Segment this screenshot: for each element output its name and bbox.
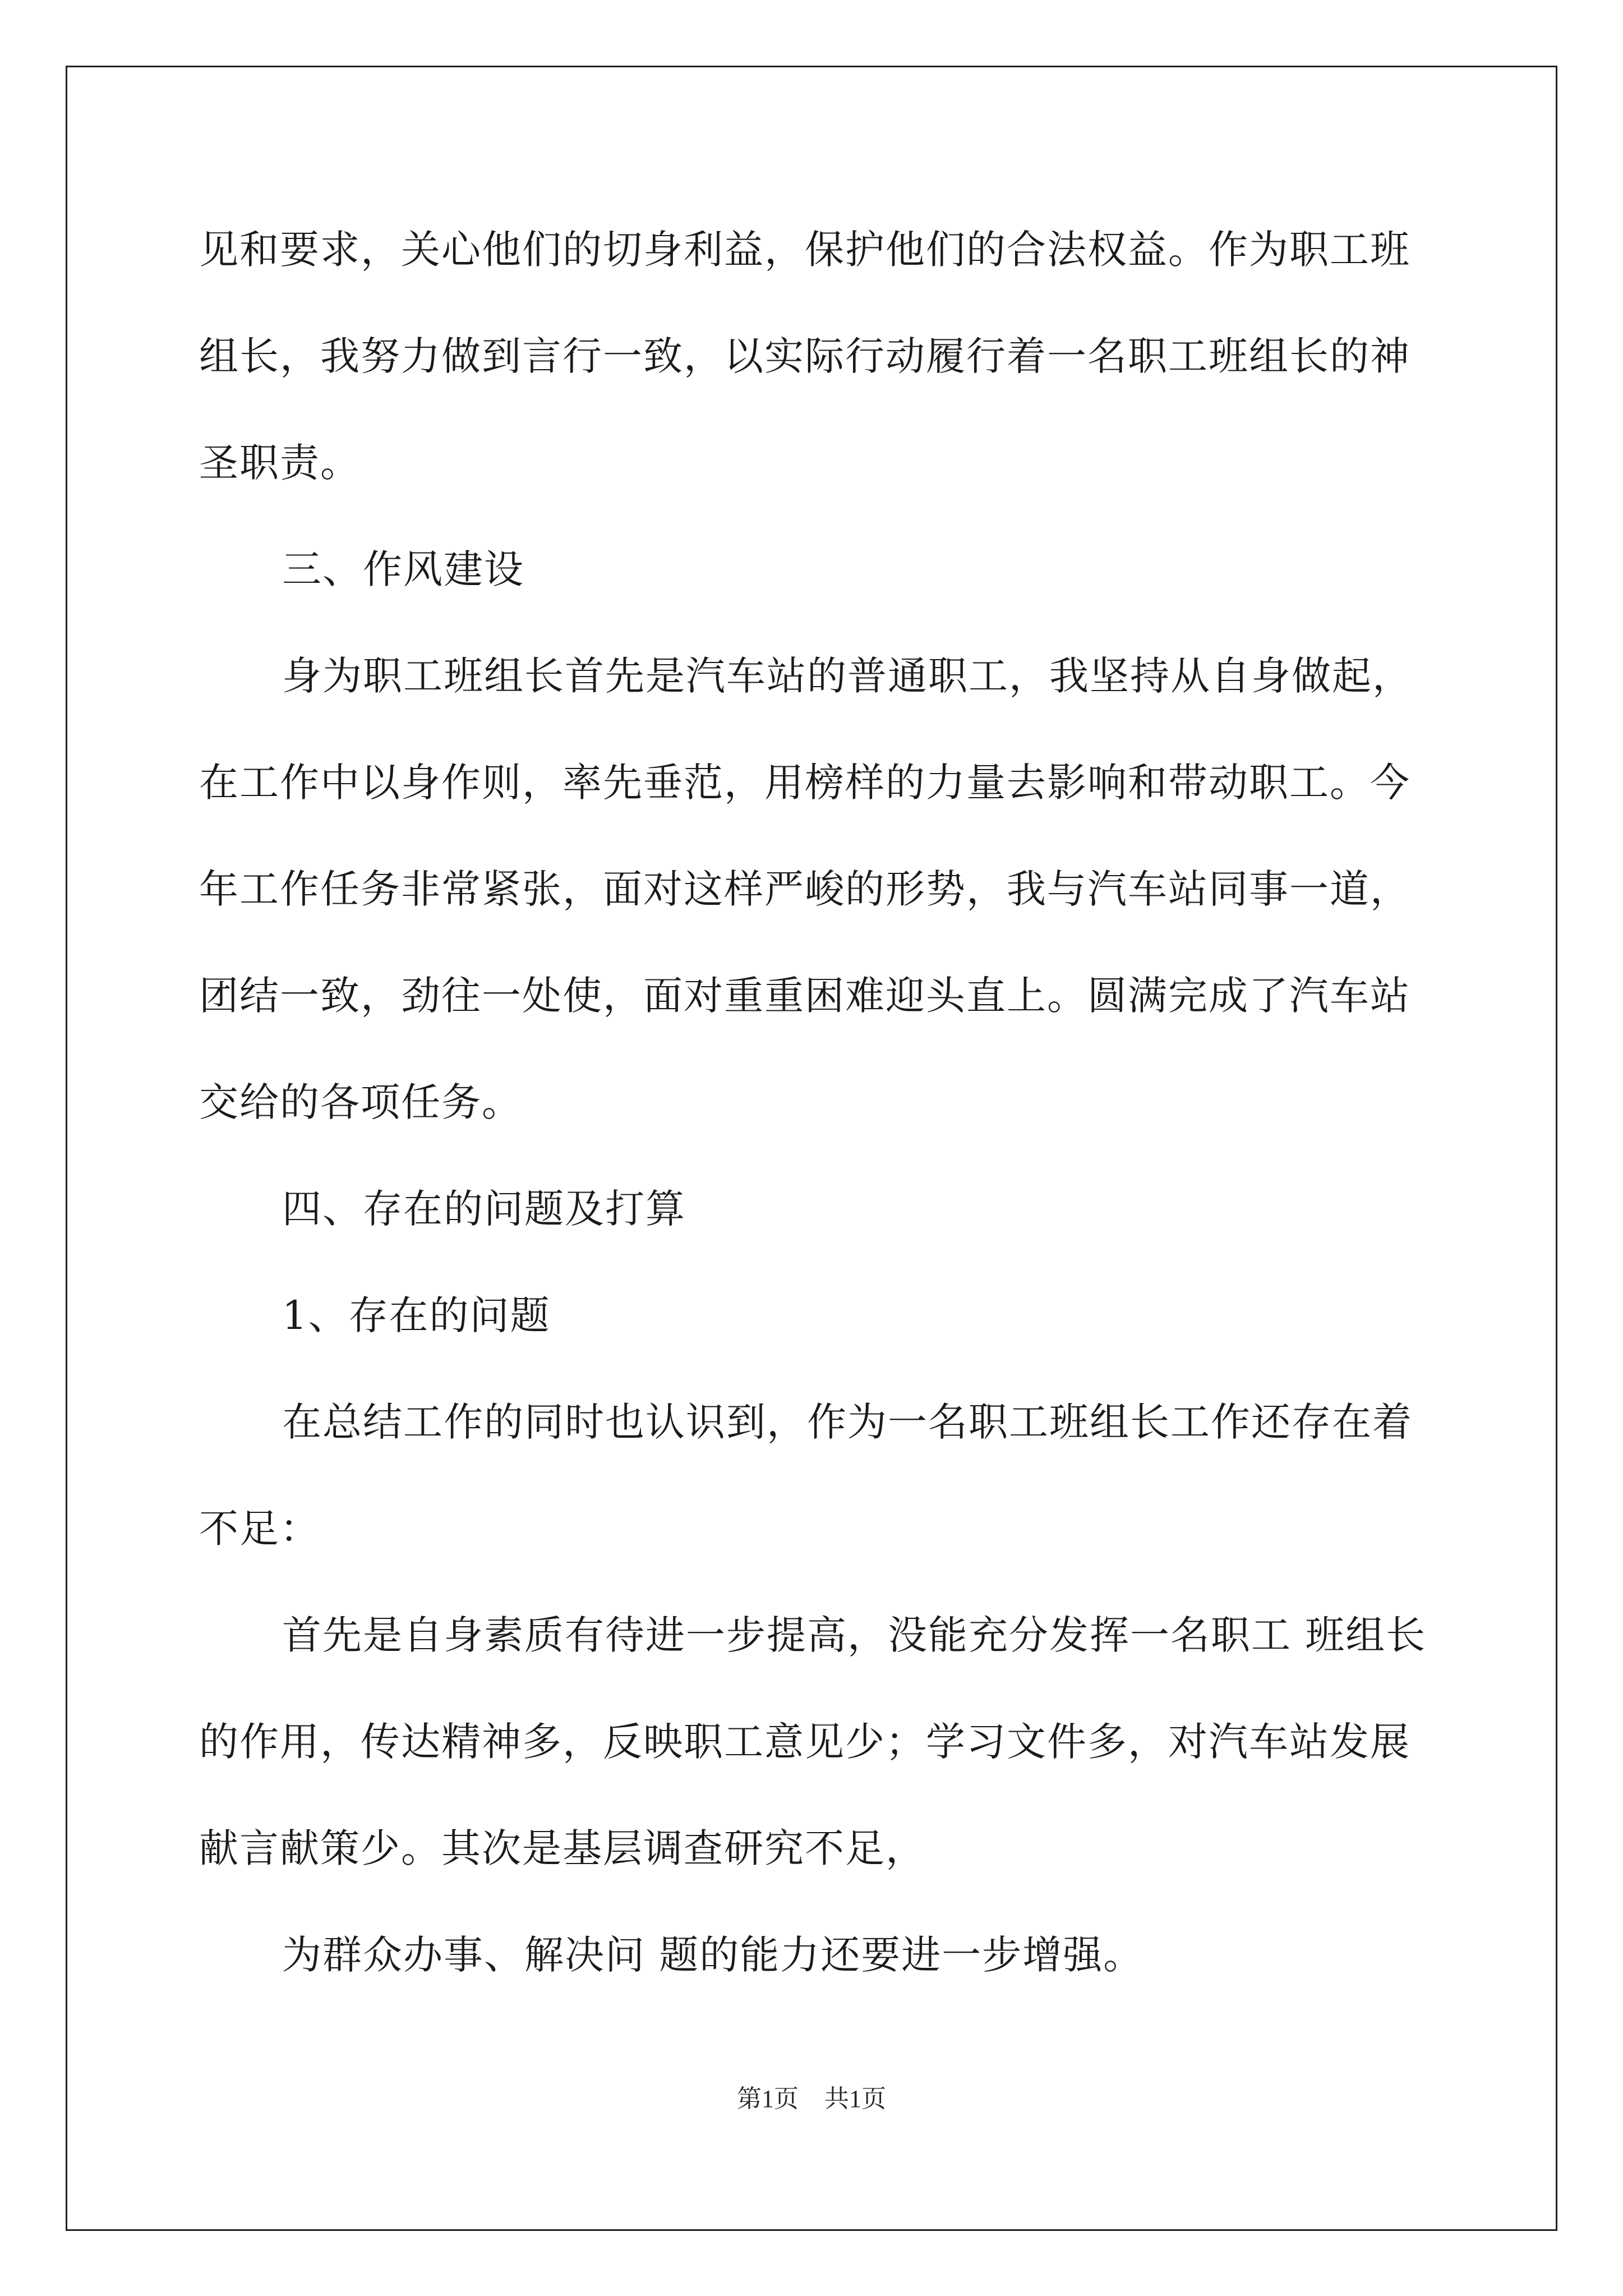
text-line: 团结一致，劲往一处使，面对重重困难迎头直上。圆满完成了汽车站: [199, 973, 1410, 1019]
text-line: 见和要求，关心他们的切身利益，保护他们的合法权益。作为职工班: [199, 227, 1410, 273]
text-line: 身为职工班组长首先是汽车站的普通职工，我坚持从自身做起，: [282, 653, 1413, 699]
page-footer: [0, 2078, 1623, 2114]
text-line: 在工作中以身作则，率先垂范，用榜样的力量去影响和带动职工。今: [199, 760, 1410, 806]
page-number: 第1页: [737, 2085, 799, 2113]
page-total: 共1页: [824, 2085, 886, 2113]
text-line: 首先是自身素质有待进一步提高，没能充分发挥一名职工 班组长: [282, 1612, 1427, 1658]
text-line: 献言献策少。其次是基层调查研究不足，: [199, 1825, 926, 1871]
text-line: 不足：: [199, 1506, 320, 1552]
text-line: 的作用，传达精神多，反映职工意见少；学习文件多，对汽车站发展: [199, 1719, 1410, 1765]
text-line: 在总结工作的同时也认识到，作为一名职工班组长工作还存在着: [282, 1399, 1413, 1445]
subsection-heading: 1、存在的问题: [282, 1292, 551, 1338]
text-line: 圣职责。: [199, 440, 361, 486]
section-heading: 四、存在的问题及打算: [282, 1186, 686, 1232]
text-line: 年工作任务非常紧张，面对这样严峻的形势，我与汽车站同事一道，: [199, 866, 1410, 912]
section-heading: 三、作风建设: [282, 546, 524, 592]
text-line: 为群众办事、解决问 题的能力还要进一步增强。: [282, 1932, 1144, 1978]
text-line: 交给的各项任务。: [199, 1079, 522, 1125]
text-line: 组长，我努力做到言行一致，以实际行动履行着一名职工班组长的神: [199, 333, 1410, 379]
document-body: [199, 196, 1433, 2008]
